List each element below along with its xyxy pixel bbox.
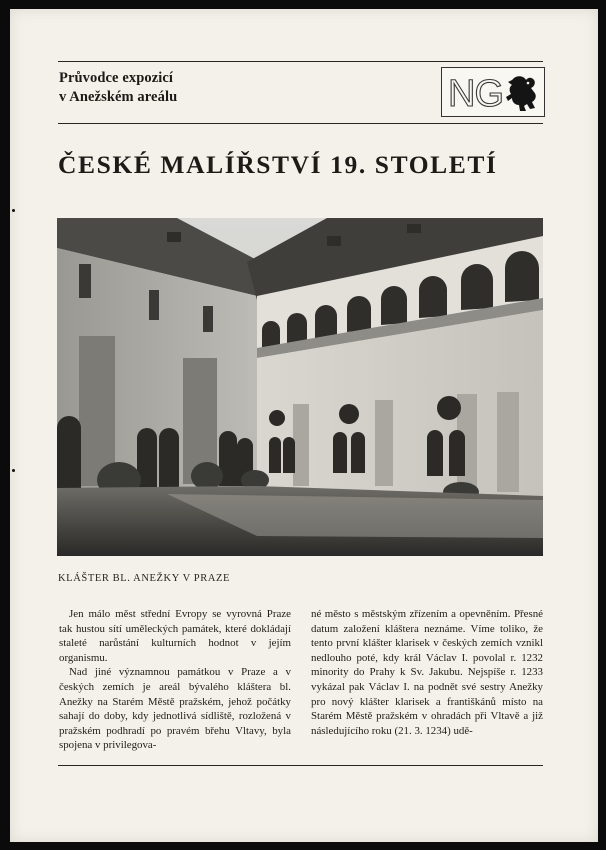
national-gallery-logo — [441, 67, 545, 117]
series-line-1: Průvodce expozicí — [59, 70, 174, 86]
text-column-right — [311, 607, 543, 738]
photo-caption: KLÁŠTER BL. ANEŽKY V PRAZE — [58, 573, 231, 584]
series-heading — [59, 69, 177, 107]
paragraph-2: Nad jiné významnou památkou v Praze a v českých zemích je areál bývalého kláštera bl. Anežky na Starém Městě pražském, jehož počátky sahají do doby, kdy jednotlivá sídliště, rozložená v pražském podhradí po pravém břehu Vltavy, byla spojena v privilegova- — [59, 666, 291, 752]
binding-hole — [12, 209, 15, 212]
top-rule — [58, 61, 543, 62]
lion-icon — [506, 76, 536, 111]
brochure-page — [10, 9, 598, 842]
paragraph-1: Jen málo měst střední Evropy se vyrovná Praze tak hustou sítí uměleckých památek, které dokládají staleté narůstání kulturních hodnot v jejím organismu. — [59, 608, 291, 664]
paragraph-3: né město s městským zřízením a opevněním. Přesné datum založení kláštera neznáme. Víme toliko, že tento první klášter klarisek v českých zemích vznikl nedlouho poté, kdy král Václav I. povolal r. 1232 minority do Prahy k Sv. Jakubu. Nejspíše r. 1233 vykázal pak Václav I. na podnět své sestry Anežky pro nový klášter klarisek a františkánů místo na Starém Městě pražském v ohradách při Vltavě a již následujícího roku (21. 3. 1234) udě- — [311, 608, 543, 737]
page-title: ČESKÉ MALÍŘSTVÍ 19. STOLETÍ — [58, 150, 498, 179]
logo-letters: NG — [448, 73, 503, 115]
binding-hole — [12, 469, 15, 472]
text-column-left — [59, 607, 291, 753]
series-line-2: v Anežském areálu — [59, 89, 178, 105]
cloister-courtyard-image — [57, 218, 543, 556]
ng-lion-logo-icon — [442, 68, 544, 116]
header-rule — [58, 123, 543, 124]
footer-rule — [58, 765, 543, 766]
cloister-photo — [57, 218, 543, 556]
